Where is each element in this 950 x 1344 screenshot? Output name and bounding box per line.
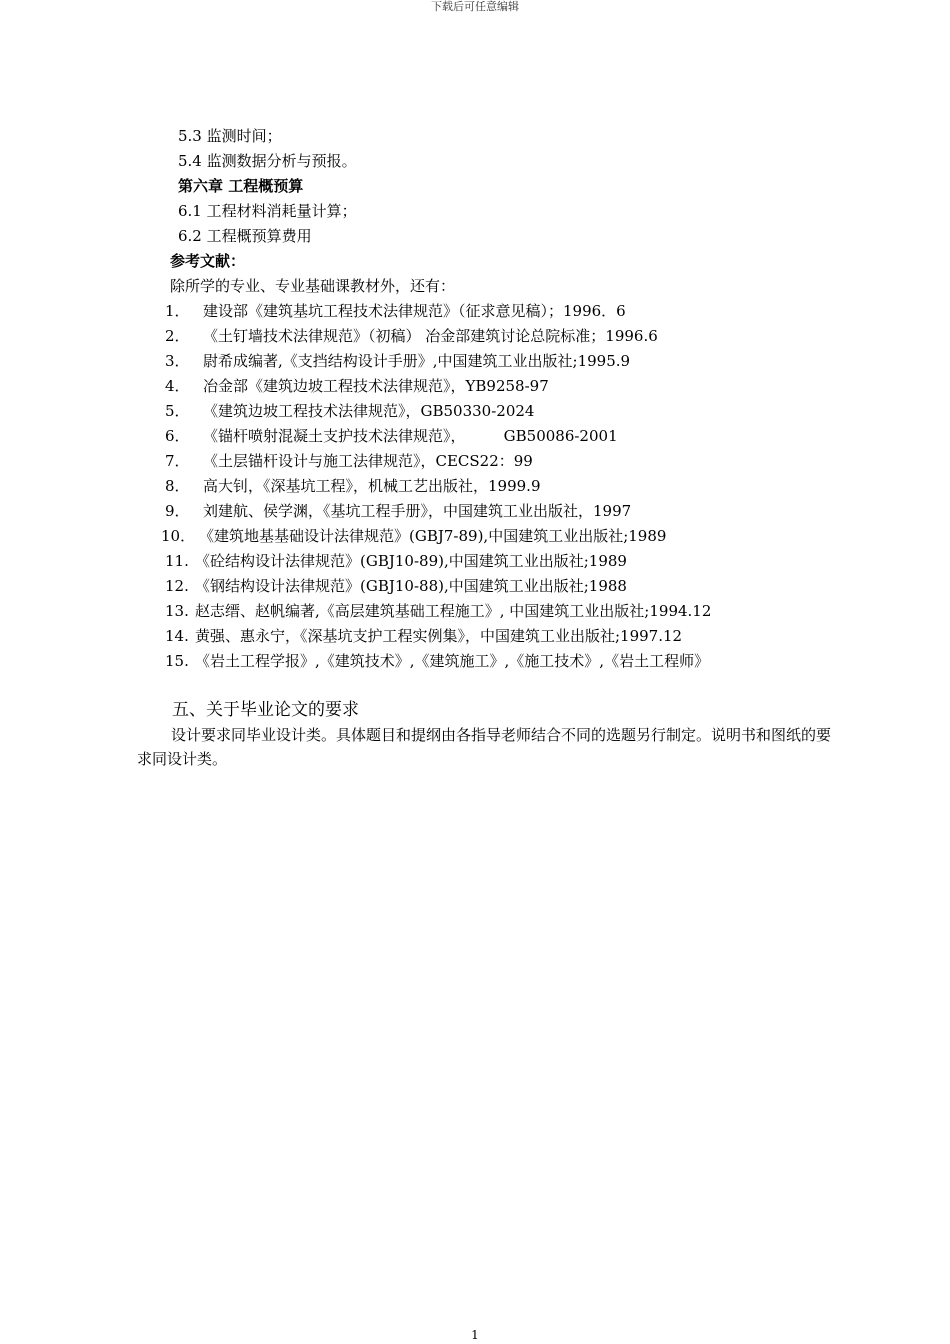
reference-number: 7． — [165, 452, 190, 470]
reference-number: 2． — [165, 327, 190, 345]
reference-item — [165, 576, 627, 596]
reference-item — [161, 526, 666, 546]
reference-text: 《岩土工程学报》,《建筑技术》,《建筑施工》,《施工技术》,《岩土工程师》 — [195, 652, 710, 670]
reference-text: 冶金部《建筑边坡工程技术法律规范》，YB9258-97 — [203, 377, 549, 395]
reference-item — [165, 401, 534, 421]
reference-text: 赵志缙、赵帆编著,《高层建筑基础工程施工》, 中国建筑工业出版社;1994.12 — [195, 602, 712, 620]
reference-number: 15. — [165, 652, 189, 670]
reference-number: 3． — [165, 352, 190, 370]
reference-text: 《锚杆喷射混凝土支护技术法律规范》， GB50086-2001 — [203, 427, 618, 445]
reference-text: 刘建航、侯学渊，《基坑工程手册》，中国建筑工业出版社，1997 — [203, 502, 632, 520]
reference-item — [165, 301, 626, 321]
outline-item-6-2: 6.2 工程概预算费用 — [178, 227, 312, 245]
reference-number: 8． — [165, 477, 190, 495]
reference-item — [165, 626, 682, 646]
reference-item — [165, 426, 618, 446]
page-number: 1 — [471, 1328, 479, 1342]
reference-number: 14. — [165, 627, 189, 645]
reference-text: 《建筑边坡工程技术法律规范》，GB50330-2024 — [203, 402, 535, 420]
reference-number: 5． — [165, 402, 190, 420]
page-header-note: 下载后可任意编辑 — [431, 0, 519, 13]
section-5-title: 五、关于毕业论文的要求 — [172, 700, 359, 720]
outline-item-6-1: 6.1 工程材料消耗量计算； — [178, 202, 357, 220]
reference-item — [165, 476, 541, 496]
references-intro: 除所学的专业、专业基础课教材外，还有： — [170, 277, 456, 295]
reference-number: 13. — [165, 602, 189, 620]
reference-item — [165, 326, 658, 346]
reference-item — [165, 451, 533, 471]
reference-text: 高大钊，《深基坑工程》，机械工艺出版社，1999.9 — [203, 477, 541, 495]
section-5-paragraph: 设计要求同毕业设计类。具体题目和提纲由各指导老师结合不同的选题另行制定。说明书和图纸的要求同设计类。 — [137, 726, 832, 768]
reference-text: 《土层锚杆设计与施工法律规范》，CECS22：99 — [203, 452, 533, 470]
reference-item — [165, 351, 630, 371]
reference-number: 4． — [165, 377, 190, 395]
outline-item-5-4: 5.4 监测数据分析与预报。 — [178, 152, 357, 170]
reference-text: 《砼结构设计法律规范》(GBJ10-89),中国建筑工业出版社;1989 — [195, 552, 627, 570]
reference-text: 黄强、惠永宁，《深基坑支护工程实例集》，中国建筑工业出版社;1997.12 — [195, 627, 683, 645]
references-heading: 参考文献： — [170, 252, 246, 270]
reference-number: 10． — [161, 527, 196, 545]
reference-item — [165, 601, 711, 621]
reference-text: 《建筑地基基础设计法律规范》(GBJ7-89),中国建筑工业出版社;1989 — [199, 527, 667, 545]
reference-number: 1． — [165, 302, 190, 320]
reference-item — [165, 651, 709, 671]
reference-number: 12. — [165, 577, 189, 595]
reference-item — [165, 376, 549, 396]
reference-item — [165, 501, 631, 521]
outline-item-5-3: 5.3 监测时间； — [178, 127, 282, 145]
reference-number: 6． — [165, 427, 190, 445]
reference-text: 建设部《建筑基坑工程技术法律规范》（征求意见稿）；1996．6 — [203, 302, 626, 320]
reference-item — [165, 551, 627, 571]
chapter-6-title: 第六章 工程概预算 — [178, 177, 304, 195]
reference-text: 《土钉墙技术法律规范》（初稿） 冶金部建筑讨论总院标准；1996.6 — [203, 327, 658, 345]
reference-text: 《钢结构设计法律规范》(GBJ10-88),中国建筑工业出版社;1988 — [195, 577, 627, 595]
reference-number: 11. — [165, 552, 189, 570]
reference-number: 9． — [165, 502, 190, 520]
reference-text: 尉希成编著,《支挡结构设计手册》,中国建筑工业出版社;1995.9 — [203, 352, 631, 370]
